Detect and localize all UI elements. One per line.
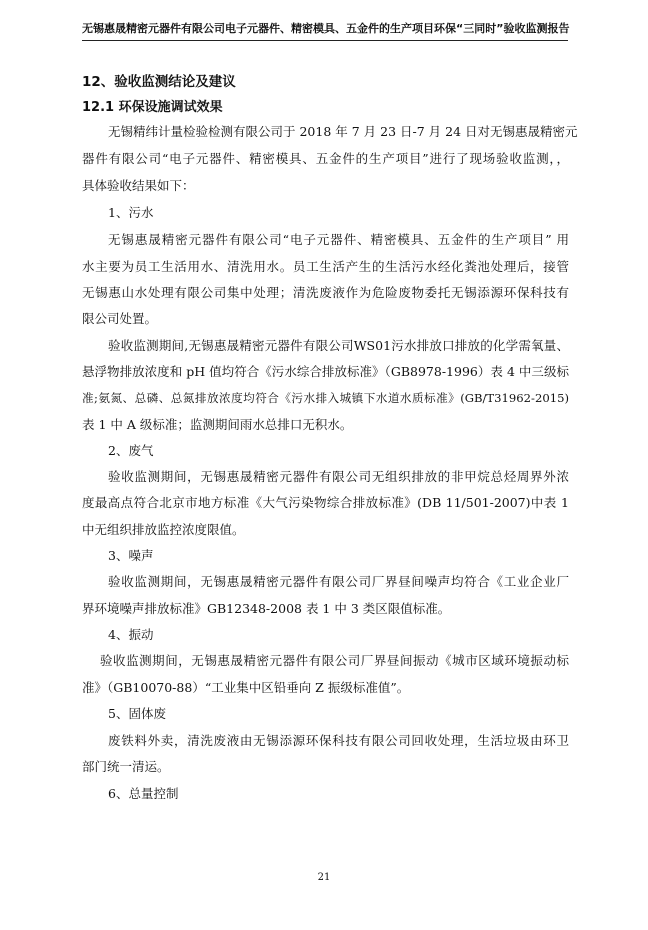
item-title-noise: 3、噪声 — [108, 548, 154, 563]
page-number: 21 — [317, 872, 331, 883]
item-title-total-control: 6、总量控制 — [108, 786, 179, 801]
paragraph-line: 水主要为员工生活用水、清洗用水。员工生活产生的生活污水经化粪池处理后，接管 — [82, 259, 569, 274]
item-title-solid-waste: 5、固体废 — [108, 706, 166, 721]
running-header: 无锡惠晟精密元器件有限公司电子元器件、精密模具、五金件的生产项目环保“三同时”验收监测报告 — [82, 22, 570, 35]
paragraph-line: 验收监测期间，无锡惠晟精密元器件有限公司厂界昼间噪声均符合《工业企业厂 — [108, 574, 569, 589]
paragraph-line: 准》（GB10070-88）“工业集中区铅垂向 Z 振级标准值”。 — [82, 680, 410, 695]
item-title-exhaust-gas: 2、废气 — [108, 443, 154, 458]
intro-line: 无锡精纬计量检验检测有限公司于 2018 年 7 月 23 日-7 月 24 日对无锡惠晟精密元 — [108, 124, 578, 139]
intro-line: 器件有限公司“电子元器件、精密模具、五金件的生产项目”进行了现场验收监测，， — [82, 151, 569, 166]
paragraph-line: 悬浮物排放浓度和 pH 值均符合《污水综合排放标准》（GB8978-1996）表 4 中三级标 — [82, 364, 569, 379]
paragraph-line: 度最高点符合北京市地方标准《大气污染物综合排放标准》(DB 11/501-2007)中表 1 — [82, 495, 569, 510]
paragraph-line: 中无组织排放监控浓度限值。 — [82, 522, 245, 537]
item-title-wastewater: 1、污水 — [108, 205, 154, 220]
header-rule — [82, 40, 568, 41]
paragraph-line: 限公司处置。 — [82, 311, 158, 326]
subsection-heading: 12.1 环保设施调试效果 — [82, 100, 223, 115]
paragraph-line: 准;氨氮、总磷、总氮排放浓度均符合《污水排入城镇下水道水质标准》(GB/T31962-2015) — [82, 391, 569, 405]
paragraph-line: 表 1 中 A 级标准；监测期间雨水总排口无积水。 — [82, 417, 353, 432]
paragraph-line: 部门统一清运。 — [82, 759, 170, 774]
paragraph-line: 无锡惠晟精密元器件有限公司“电子元器件、精密模具、五金件的生产项目” 用 — [108, 232, 569, 247]
paragraph-line: 验收监测期间，无锡惠晟精密元器件有限公司厂界昼间振动《城市区域环境振动标 — [100, 653, 569, 668]
item-title-vibration: 4、振动 — [108, 627, 154, 642]
paragraph-line: 无锡惠山水处理有限公司集中处理；清洗废液作为危险废物委托无锡添源环保科技有 — [82, 285, 569, 300]
paragraph-line: 废铁料外卖，清洗废液由无锡添源环保科技有限公司回收处理，生活垃圾由环卫 — [108, 733, 569, 748]
paragraph-line: 界环境噪声排放标准》GB12348-2008 表 1 中 3 类区限值标准。 — [82, 601, 451, 616]
section-heading: 12、验收监测结论及建议 — [82, 74, 236, 90]
paragraph-line: 验收监测期间,无锡惠晟精密元器件有限公司WS01污水排放口排放的化学需氧量、 — [108, 338, 569, 353]
paragraph-line: 验收监测期间，无锡惠晟精密元器件有限公司无组织排放的非甲烷总烃周界外浓 — [108, 469, 569, 484]
intro-line: 具体验收结果如下： — [82, 178, 195, 193]
